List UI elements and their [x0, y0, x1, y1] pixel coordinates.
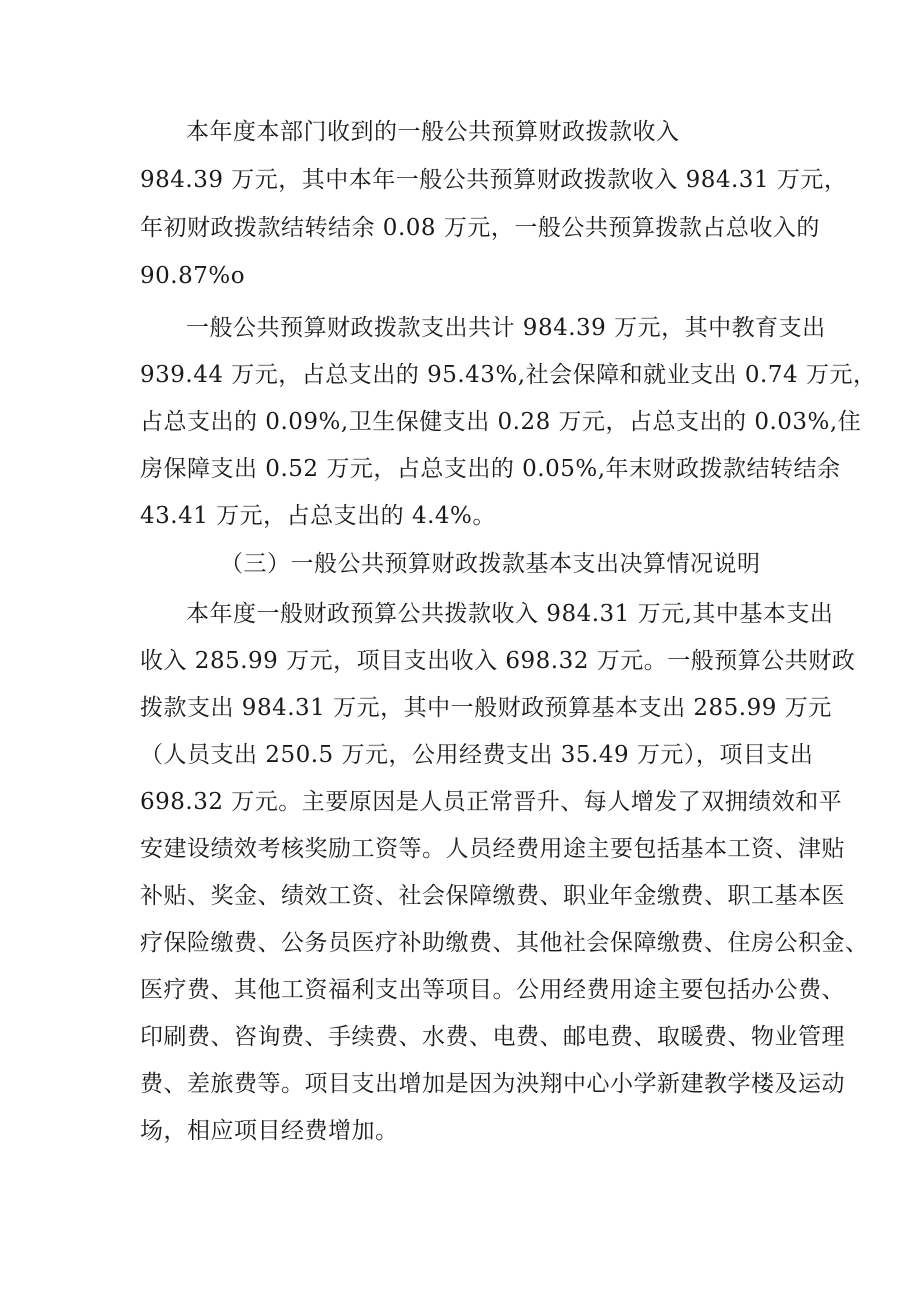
paragraph-2-line: 占总支出的 0.09%,卫生保健支出 0.28 万元，占总支出的 0.03%,住 [140, 409, 862, 435]
paragraph-3-line: 拨款支出 984.31 万元，其中一般财政预算基本支出 285.99 万元 [140, 695, 832, 721]
paragraph-2-line: 939.44 万元，占总支出的 95.43%,社会保障和就业支出 0.74 万元， [140, 362, 877, 388]
paragraph-2-line: 一般公共预算财政拨款支出共计 984.39 万元，其中教育支出 [186, 315, 826, 341]
paragraph-1-line: 本年度本部门收到的一般公共预算财政拨款收入 [186, 119, 680, 145]
paragraph-3-line: 医疗费、其他工资福利支出等项目。公用经费用途主要包括办公费、 [140, 977, 845, 1003]
paragraph-3-line: （人员支出 250.5 万元，公用经费支出 35.49 万元），项目支出 [140, 742, 814, 768]
paragraph-3-line: 补贴、奖金、绩效工资、社会保障缴费、职业年金缴费、职工基本医 [140, 883, 845, 909]
paragraph-3-line: 场，相应项目经费增加。 [140, 1118, 399, 1144]
paragraph-3-line: 收入 285.99 万元，项目支出收入 698.32 万元。一般预算公共财政 [140, 648, 856, 674]
paragraph-3-line: 费、差旅费等。项目支出增加是因为泱翔中心小学新建教学楼及运动 [140, 1071, 845, 1097]
paragraph-3-line: 印刷费、咨询费、手续费、水费、电费、邮电费、取暖费、物业管理 [140, 1024, 845, 1050]
section-heading: （三）一般公共预算财政拨款基本支出决算情况说明 [220, 551, 761, 577]
paragraph-3-line: 698.32 万元。主要原因是人员正常晋升、每人增发了双拥绩效和平 [140, 789, 843, 815]
paragraph-3-line: 本年度一般财政预算公共拨款收入 984.31 万元,其中基本支出 [186, 601, 834, 627]
paragraph-3-line: 安建设绩效考核奖励工资等。人员经费用途主要包括基本工资、津贴 [140, 836, 845, 862]
paragraph-2-line: 43.41 万元，占总支出的 4.4%。 [140, 503, 496, 529]
paragraph-1-line: 90.87%o [140, 263, 246, 289]
paragraph-2-line: 房保障支出 0.52 万元，占总支出的 0.05%,年末财政拨款结转结余 [140, 456, 841, 482]
paragraph-1-line: 984.39 万元，其中本年一般公共预算财政拨款收入 984.31 万元， [140, 167, 848, 193]
paragraph-3-line: 疗保险缴费、公务员医疗补助缴费、其他社会保障缴费、住房公积金、 [140, 930, 869, 956]
paragraph-1-line: 年初财政拨款结转结余 0.08 万元，一般公共预算拨款占总收入的 [140, 215, 820, 241]
